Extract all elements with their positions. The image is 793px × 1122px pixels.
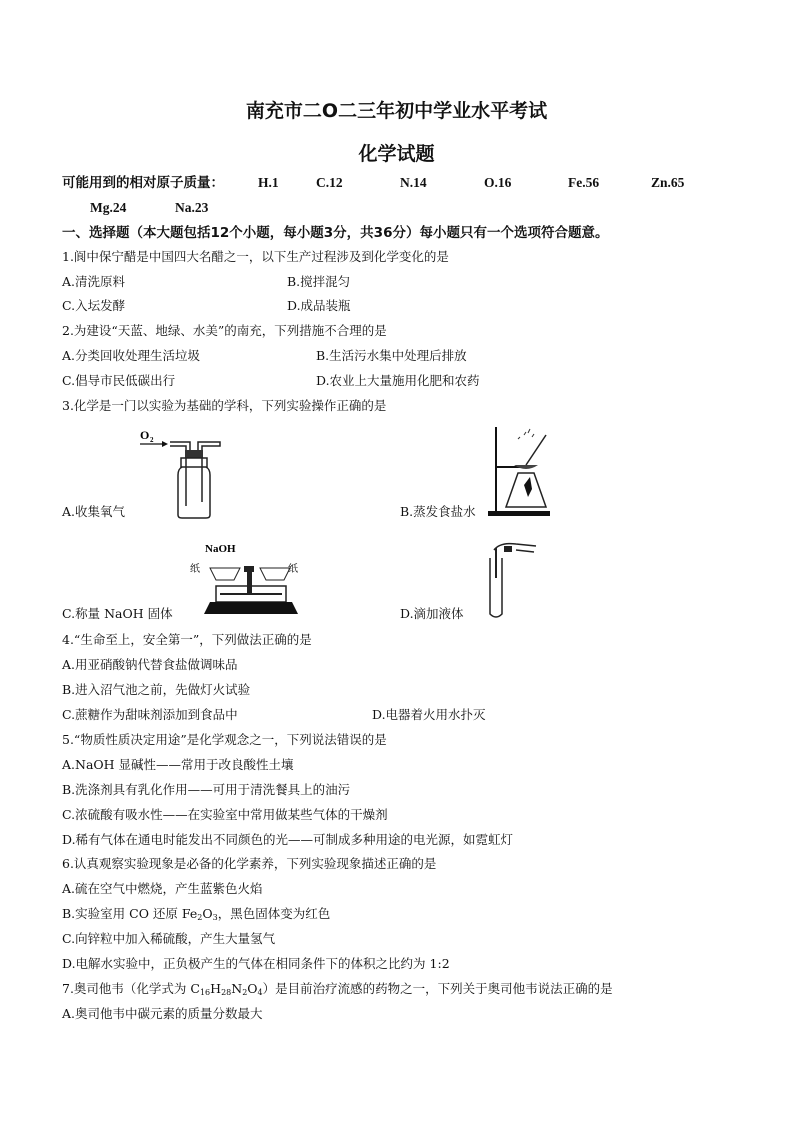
q6-option-c: C.向锌粒中加入稀硫酸，产生大量氢气 bbox=[62, 931, 276, 946]
atomic-mass: Mg.24 bbox=[90, 200, 127, 215]
section-heading: 一、选择题（本大题包括12个小题，每小题3分，共36分）每小题只有一个选项符合题意。 bbox=[62, 225, 609, 241]
q4-option-d: D.电器着火用水扑灭 bbox=[372, 707, 486, 722]
q7-option-a: A.奥司他韦中碳元素的质量分数最大 bbox=[62, 1006, 263, 1021]
gas-bottle-figure bbox=[138, 425, 228, 520]
atomic-mass: N.14 bbox=[400, 175, 427, 190]
dropper-figure bbox=[486, 538, 541, 620]
q3-option-b: B.蒸发食盐水 bbox=[400, 504, 476, 519]
q3-option-c: C.称量 NaOH 固体 bbox=[62, 606, 173, 621]
atomic-mass: Zn.65 bbox=[651, 175, 685, 190]
paper-label-left: 纸 bbox=[190, 564, 200, 575]
q6-option-b: B.实验室用 CO 还原 $Fe_2O_3$，黑色固体变为红色 bbox=[62, 906, 331, 922]
question-1-stem: 1.阆中保宁醋是中国四大名醋之一，以下生产过程涉及到化学变化的是 bbox=[62, 249, 449, 264]
q1-option-d: D.成品装瓶 bbox=[287, 298, 351, 313]
paper-label-right: 纸 bbox=[288, 564, 298, 575]
question-5-stem: 5.“物质性质决定用途”是化学观念之一，下列说法错误的是 bbox=[62, 732, 387, 747]
question-2-stem: 2.为建设“天蓝、地绿、水美”的南充，下列措施不合理的是 bbox=[62, 323, 387, 338]
q2-option-d: D.农业上大量施用化肥和农药 bbox=[316, 373, 480, 388]
q6-option-d: D.电解水实验中，正负极产生的气体在相同条件下的体积之比约为 1:2 bbox=[62, 956, 450, 971]
atomic-mass: H.1 bbox=[258, 175, 279, 190]
q5-option-a: A.NaOH 显碱性——常用于改良酸性土壤 bbox=[62, 757, 294, 772]
naoh-label: NaOH bbox=[205, 543, 236, 555]
atomic-mass-label: 可能用到的相对原子质量： bbox=[62, 175, 224, 191]
q4-option-a: A.用亚硝酸钠代替食盐做调味品 bbox=[62, 657, 238, 672]
q5-option-b: B.洗涤剂具有乳化作用——可用于清洗餐具上的油污 bbox=[62, 782, 351, 797]
q2-option-a: A.分类回收处理生活垃圾 bbox=[62, 348, 201, 363]
question-3-stem: 3.化学是一门以实验为基础的学科，下列实验操作正确的是 bbox=[62, 398, 387, 413]
q1-option-a: A.清洗原料 bbox=[62, 274, 126, 289]
q3-option-a: A.收集氧气 bbox=[62, 504, 126, 519]
q1-option-c: C.入坛发酵 bbox=[62, 298, 126, 313]
q4-option-c: C.蔗糖作为甜味剂添加到食品中 bbox=[62, 707, 238, 722]
q6-option-a: A.硫在空气中燃烧，产生蓝紫色火焰 bbox=[62, 881, 263, 896]
question-7-stem: 7.奥司他韦（化学式为 $C_{16}H_{28}N_2O_4$）是目前治疗流感的药物之一，下列关于奥司他韦说法正确的是 bbox=[62, 981, 613, 997]
atomic-mass: C.12 bbox=[316, 175, 343, 190]
q3-option-d: D.滴加液体 bbox=[400, 606, 464, 621]
evaporation-stand-figure bbox=[488, 425, 553, 520]
q2-option-c: C.倡导市民低碳出行 bbox=[62, 373, 176, 388]
exam-title: 南充市二O二三年初中学业水平考试 bbox=[245, 100, 548, 122]
q2-option-b: B.生活污水集中处理后排放 bbox=[316, 348, 467, 363]
atomic-mass: Na.23 bbox=[175, 200, 209, 215]
q4-option-b: B.进入沼气池之前，先做灯火试验 bbox=[62, 682, 251, 697]
q5-option-c: C.浓硫酸有吸水性——在实验室中常用做某些气体的干燥剂 bbox=[62, 807, 388, 822]
balance-figure bbox=[190, 538, 300, 620]
atomic-mass: O.16 bbox=[484, 175, 512, 190]
q5-option-d: D.稀有气体在通电时能发出不同颜色的光——可制成多种用途的电光源，如霓虹灯 bbox=[62, 832, 514, 847]
atomic-mass: Fe.56 bbox=[568, 175, 600, 190]
o2-label: O bbox=[140, 428, 150, 442]
exam-subtitle: 化学试题 bbox=[358, 143, 435, 165]
q1-option-b: B.搅拌混匀 bbox=[287, 274, 351, 289]
question-4-stem: 4.“生命至上，安全第一”，下列做法正确的是 bbox=[62, 632, 312, 647]
o2-subscript: 2 bbox=[150, 436, 154, 444]
question-6-stem: 6.认真观察实验现象是必备的化学素养，下列实验现象描述正确的是 bbox=[62, 856, 437, 871]
